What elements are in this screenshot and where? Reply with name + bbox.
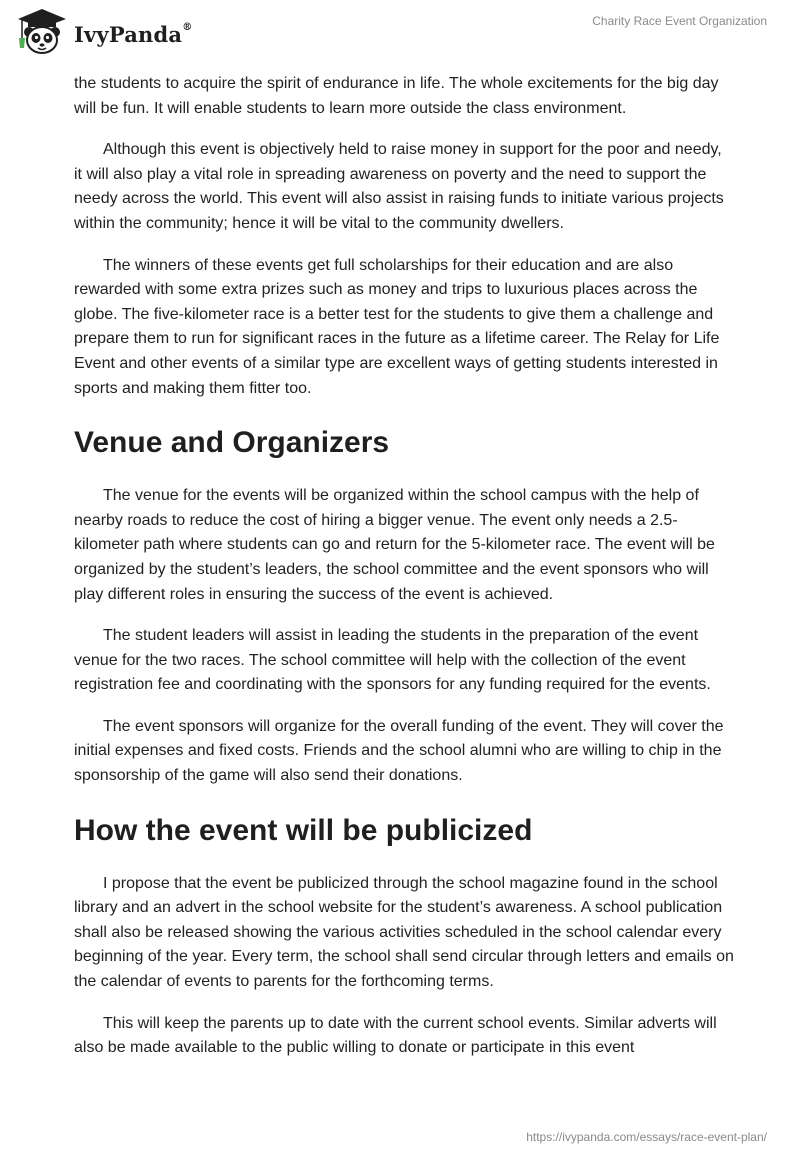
paragraph: The student leaders will assist in leading the students in the preparation of the event venue for the two races. The school committee will help with the collection of the event registration fee and coordinating with the sponsors for any funding required for the events.: [74, 627, 711, 694]
registered-mark: ®: [182, 21, 193, 33]
paragraph: This will keep the parents up to date with the current school events. Similar adverts will also be made available to the public willing to donate or participate in this event: [74, 1014, 717, 1057]
ivypanda-logo[interactable]: [16, 8, 192, 56]
section-heading-venue: Venue and Organizers: [74, 426, 390, 460]
essay-content: [74, 72, 734, 1078]
brand-name: IvyPanda®: [74, 21, 193, 47]
section-heading-publicity: How the event will be publicized: [74, 813, 533, 847]
paragraph: The event sponsors will organize for the overall funding of the event. They will cover the initial expenses and fixed costs. Friends and the school alumni who are willing to chip in the sponsorship of the game will also send their donations.: [74, 717, 724, 785]
paragraph: Although this event is objectively held to raise money in support for the poor and needy, it will also play a vital role in spreading awareness on poverty and the need to support the needy across the world. This event will also assist in raising funds to initiate various projects within the community; hence it will be vital to the community dwellers.: [74, 141, 724, 232]
paragraph: The venue for the events will be organized within the school campus with the help of nearby roads to reduce the cost of hiring a bigger venue. The event only needs a 2.5-kilometer path where students can go and return for the 5-kilometer race. The event will be organized by the student’s leaders, the school committee and the event sponsors who will play different roles in ensuring the success of the event is achieved.: [74, 487, 715, 603]
page-header: [0, 0, 800, 70]
paragraph: the students to acquire the spirit of endurance in life. The whole excitements for the big day will be fun. It will enable students to learn more outside the class environment.: [74, 75, 719, 117]
paragraph: I propose that the event be publicized through the school magazine found in the school library and an advert in the school website for the student’s awareness. A school publication shall also be released showing the various activities scheduled in the school calendar every beginning of the year. Every term, the school shall send circular through letters and emails on the calendar of events to parents for the forthcoming terms.: [74, 874, 734, 991]
paragraph: The winners of these events get full scholarships for their education and are also rewarded with some extra prizes such as money and trips to luxurious places across the globe. The five-kilometer race is a better test for the students to give them a challenge and prepare them to run for significant races in the future as a lifetime career. The Relay for Life Event and other events of a similar type are excellent ways of getting students interested in sports and making them fitter too.: [74, 256, 720, 397]
source-url[interactable]: https://ivypanda.com/essays/race-event-plan/: [526, 1130, 767, 1144]
document-title: Charity Race Event Organization: [592, 14, 767, 28]
panda-graduate-icon: [16, 8, 68, 56]
